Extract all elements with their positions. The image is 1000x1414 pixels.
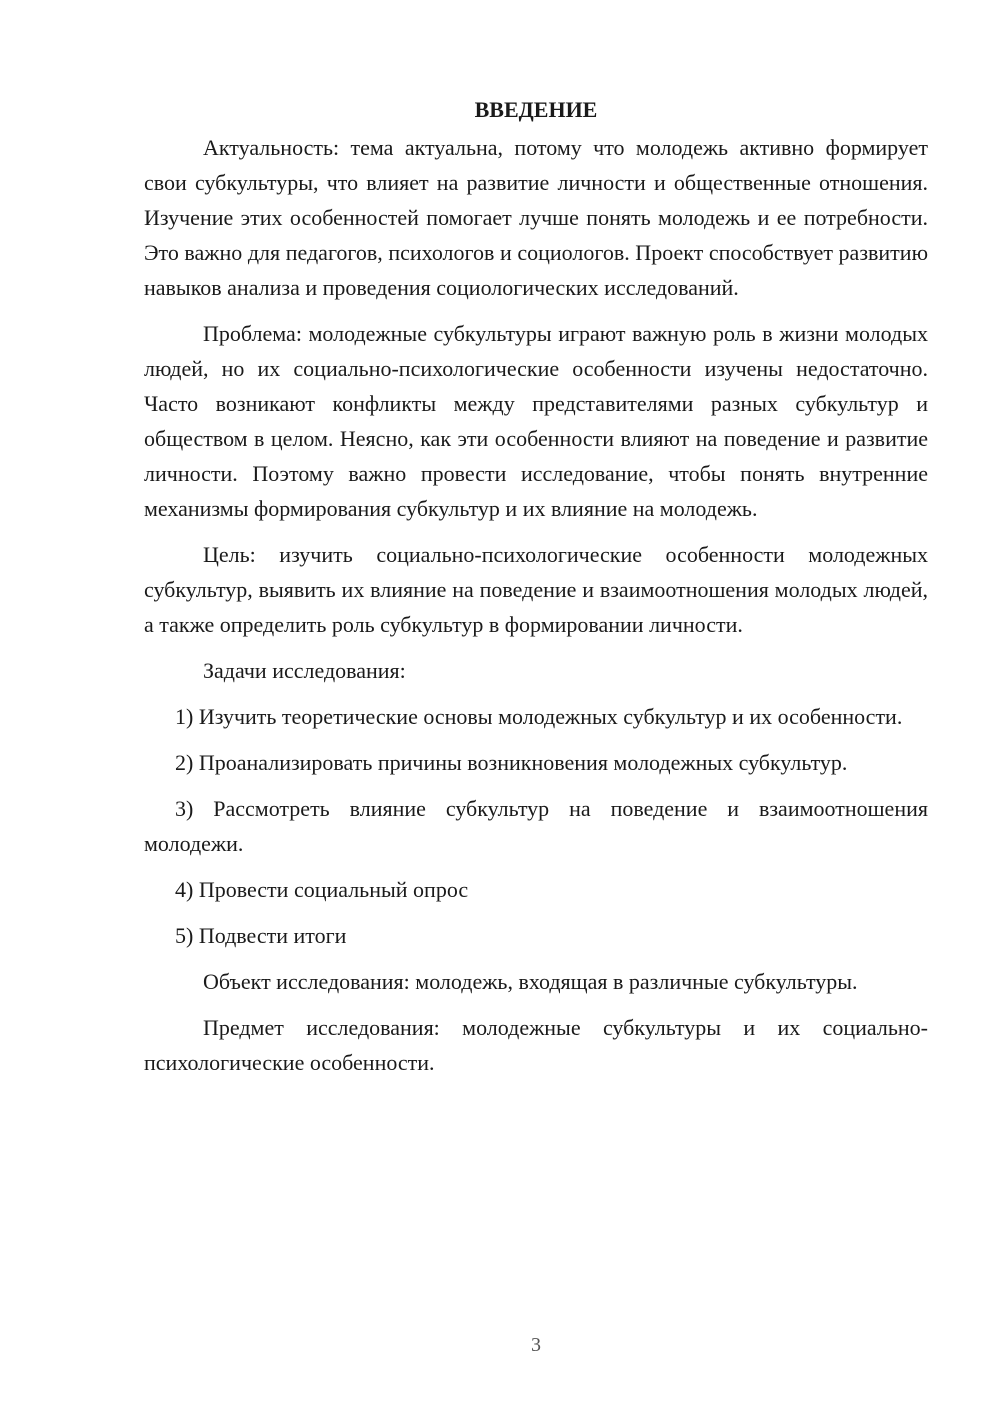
list-item-task-4: 4) Провести социальный опрос <box>175 877 469 902</box>
list-item-task-5: 5) Подвести итоги <box>175 923 347 948</box>
paragraph-problem: Проблема: молодежные субкультуры играют важную роль в жизни молодых людей, но их социально-психологические особенности изучены недостаточно. Часто возникают конфликты между представителями разных субкультур и обществом в целом. Неясно, как эти особенности влияют на поведение и развитие личности. Поэтому важно провести исследование, чтобы понять внутренние механизмы формирования субкультур и их влияние на молодежь. <box>144 321 928 521</box>
paragraph-relevance: Актуальность: тема актуальна, потому что молодежь активно формирует свои субкультуры, что влияет на развитие личности и общественные отношения. Изучение этих особенностей помогает лучше понять молодежь и ее потребности. Это важно для педагогов, психологов и социологов. Проект способствует развитию навыков анализа и проведения социологических исследований. <box>144 135 928 300</box>
paragraph-tasks-heading: Задачи исследования: <box>203 658 406 683</box>
section-heading: ВВЕДЕНИЕ <box>474 97 598 122</box>
list-item-task-1: 1) Изучить теоретические основы молодежных субкультур и их особенности. <box>175 704 903 729</box>
paragraph-goal: Цель: изучить социально-психологические особенности молодежных субкультур, выявить их влияние на поведение и взаимоотношения молодых людей, а также определить роль субкультур в формировании личности. <box>144 542 928 637</box>
page-content <box>144 92 928 1091</box>
list-item-task-3: 3) Рассмотреть влияние субкультур на поведение и взаимоотношения молодежи. <box>144 796 928 856</box>
page-number: 3 <box>531 1334 541 1356</box>
list-item-task-2: 2) Проанализировать причины возникновения молодежных субкультур. <box>175 750 848 775</box>
paragraph-subject: Предмет исследования: молодежные субкультуры и их социально-психологические особенности. <box>144 1015 928 1075</box>
paragraph-object: Объект исследования: молодежь, входящая в различные субкультуры. <box>203 969 858 994</box>
